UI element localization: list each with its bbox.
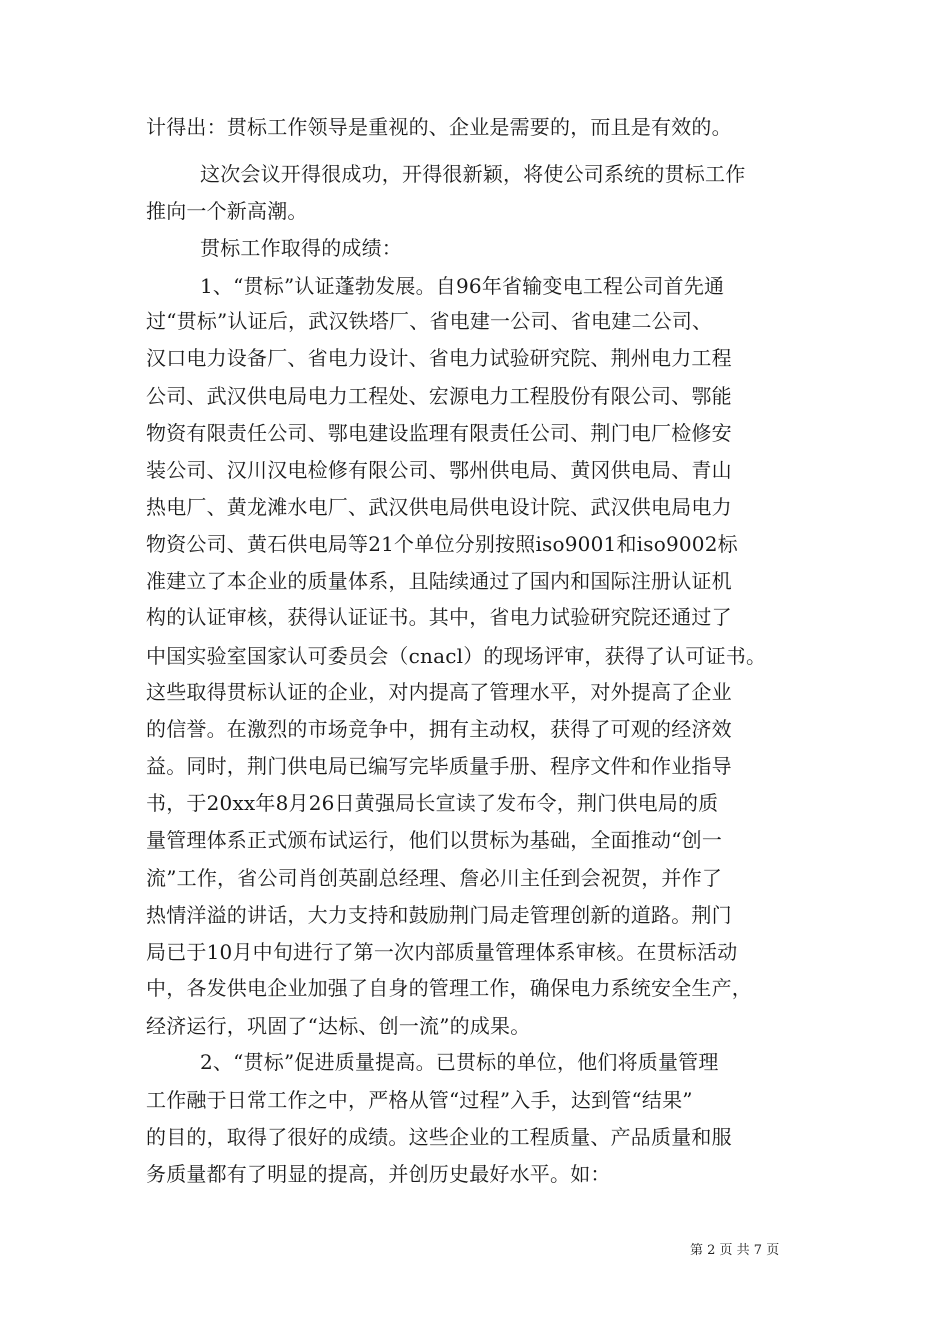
text-line: 书，于20xx年8月26日黄强局长宣读了发布令，荆门供电局的质 — [146, 791, 719, 815]
text-line: 的目的，取得了很好的成绩。这些企业的工程质量、产品质量和服 — [146, 1125, 732, 1149]
text-line: 中，各发供电企业加强了自身的管理工作，确保电力系统安全生产， — [146, 976, 752, 1000]
text-line: 2、“贯标”促进质量提高。已贯标的单位，他们将质量管理 — [200, 1050, 719, 1074]
text-line: 1、“贯标”认证蓬勃发展。自96年省输变电工程公司首先通 — [200, 274, 725, 298]
text-line: 构的认证审核，获得认证证书。其中，省电力试验研究院还通过了 — [146, 605, 732, 629]
text-line: 热电厂、黄龙滩水电厂、武汉供电局供电设计院、武汉供电局电力 — [146, 495, 732, 519]
text-line: 这次会议开得很成功，开得很新颖，将使公司系统的贯标工作 — [200, 162, 746, 186]
text-line: 流”工作，省公司肖创英副总经理、詹必川主任到会祝贺，并作了 — [146, 866, 723, 890]
text-line: 务质量都有了明显的提高，并创历史最好水平。如： — [146, 1162, 611, 1186]
text-line: 计得出：贯标工作领导是重视的、企业是需要的，而且是有效的。 — [146, 115, 732, 139]
text-line: 推向一个新高潮。 — [146, 199, 308, 223]
text-line: 装公司、汉川汉电检修有限公司、鄂州供电局、黄冈供电局、青山 — [146, 458, 732, 482]
text-line: 中国实验室国家认可委员会（cnacl）的现场评审，获得了认可证书。 — [146, 644, 767, 668]
text-line: 局已于10月中旬进行了第一次内部质量管理体系审核。在贯标活动 — [146, 940, 738, 964]
text-line: 工作融于日常工作之中，严格从管“过程”入手，达到管“结果” — [146, 1088, 693, 1112]
text-line: 物资公司、黄石供电局等21个单位分别按照iso9001和iso9002标 — [146, 532, 738, 556]
text-line: 经济运行，巩固了“达标、创一流”的成果。 — [146, 1014, 531, 1038]
text-line: 益。同时，荆门供电局已编写完毕质量手册、程序文件和作业指导 — [146, 754, 732, 778]
text-line: 的信誉。在激烈的市场竞争中，拥有主动权，获得了可观的经济效 — [146, 717, 732, 741]
text-line: 贯标工作取得的成绩： — [200, 236, 402, 260]
text-line: 这些取得贯标认证的企业，对内提高了管理水平，对外提高了企业 — [146, 680, 732, 704]
text-line: 公司、武汉供电局电力工程处、宏源电力工程股份有限公司、鄂能 — [146, 384, 732, 408]
text-line: 准建立了本企业的质量体系，且陆续通过了国内和国际注册认证机 — [146, 569, 732, 593]
text-line: 热情洋溢的讲话，大力支持和鼓励荆门局走管理创新的道路。荆门 — [146, 903, 732, 927]
text-line: 量管理体系正式颁布试运行，他们以贯标为基础，全面推动“创一 — [146, 828, 723, 852]
text-line: 物资有限责任公司、鄂电建设监理有限责任公司、荆门电厂检修安 — [146, 421, 732, 445]
text-line: 过“贯标”认证后，武汉铁塔厂、省电建一公司、省电建二公司、 — [146, 309, 713, 333]
text-line: 汉口电力设备厂、省电力设计、省电力试验研究院、荆州电力工程 — [146, 346, 732, 370]
page-number: 第 2 页 共 7 页 — [690, 1243, 780, 1258]
